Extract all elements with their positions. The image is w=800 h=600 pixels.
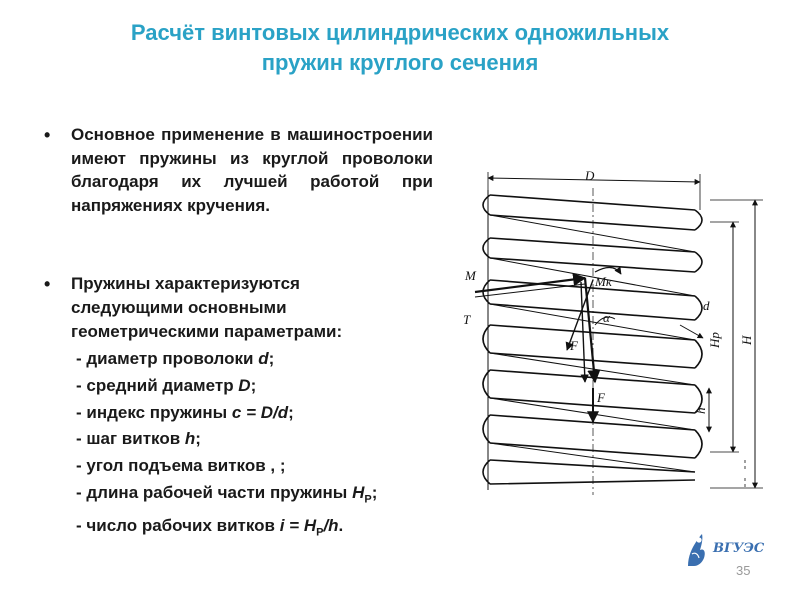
label-alpha: α: [603, 310, 610, 325]
paragraph-main-application: Основное применение в машиностроении имеют пружины из круглой проволоки благодаря их лучшей работой при напряжениях кручения.: [71, 125, 433, 215]
paragraph-characteristics: [71, 272, 391, 344]
logo-text: ВГУЭС: [713, 541, 765, 556]
characteristics-line-3: геометрическими параметрами:: [71, 322, 343, 341]
label-D: D: [585, 168, 595, 183]
characteristics-line-2: следующими основными: [71, 298, 287, 317]
label-h: h: [693, 407, 708, 414]
label-T: T: [463, 312, 471, 327]
parameter-list: [76, 346, 377, 546]
param-working-length: - длина рабочей части пружины $H_P$;: [76, 482, 378, 506]
slide-title: [40, 18, 760, 78]
title-line-2: пружин круглого сечения: [261, 50, 539, 75]
label-d: d: [703, 298, 710, 313]
param-working-coils: - число рабочих витков $i = H_P/h$.: [76, 516, 344, 539]
label-Hp: Hр: [707, 332, 722, 348]
spring-diagram: [455, 160, 785, 505]
label-Mk: Mк: [595, 274, 612, 289]
characteristics-line-1: Пружины характеризуются: [71, 274, 300, 293]
title-line-1: Расчёт винтовых цилиндрических одножильных: [130, 20, 670, 45]
bullet-1-marker: •: [44, 125, 51, 145]
label-M: M: [465, 268, 476, 283]
param-helix-angle: - угол подъема витков , ;: [76, 456, 286, 476]
param-pitch: - шаг витков h;: [76, 429, 201, 449]
page-number: 35: [736, 563, 751, 578]
label-F-left: F: [570, 338, 578, 353]
label-F-lower: F: [597, 390, 605, 405]
param-wire-diameter: - диаметр проволоки d;: [76, 349, 275, 368]
bullet-2-marker: •: [44, 274, 51, 294]
param-spring-index: - индекс пружины с = D/d;: [76, 402, 294, 422]
param-mean-diameter: - средний диаметр D;: [76, 375, 257, 395]
label-H: H: [739, 335, 754, 345]
